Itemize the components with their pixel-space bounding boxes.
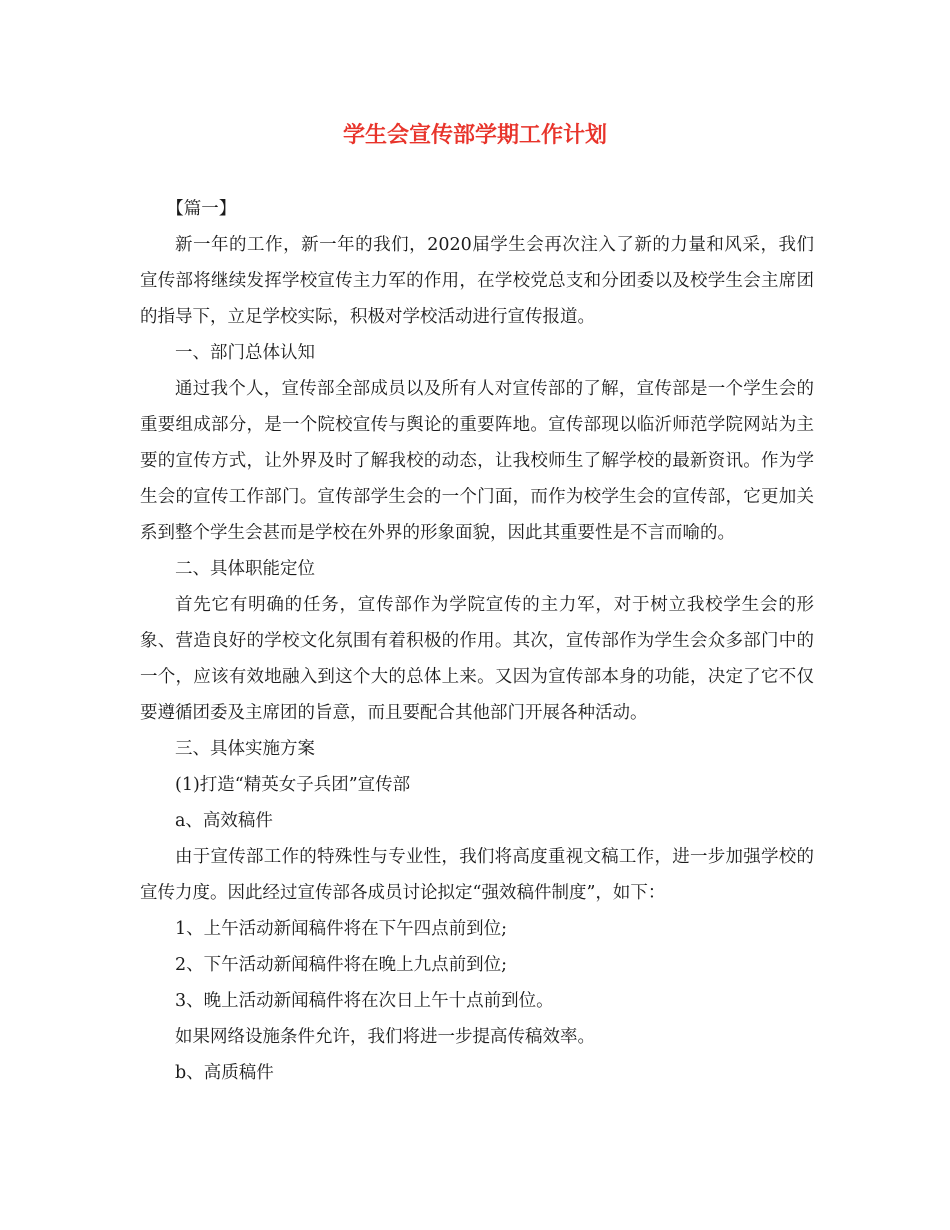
subheading-quality-drafts: b、高质稿件 — [175, 1063, 274, 1083]
list-item-morning: 1、上午活动新闻稿件将在下午四点前到位; — [175, 919, 508, 939]
paragraph-functions: 首先它有明确的任务，宣传部作为学院宣传的主力军，对于树立我校学生会的形象、营造良好的学校文化氛围有着积极的作用。其次，宣传部作为学生会众多部门中的一个，应该有效地融入到这个大的总体上来。又因为宣传部本身的功能，决定了它不仅要遵循团委及主席团的旨意，而且要配合其他部门开展各种活动。 — [140, 595, 814, 723]
heading-implementation: 三、具体实施方案 — [175, 739, 315, 759]
document-body — [140, 191, 814, 1091]
list-item-evening: 3、晚上活动新闻稿件将在次日上午十点前到位。 — [175, 991, 554, 1011]
heading-department-overview: 一、部门总体认知 — [175, 343, 315, 363]
paragraph-draft-system: 由于宣传部工作的特殊性与专业性，我们将高度重视文稿工作，进一步加强学校的宣传力度。因此经过宣传部各成员讨论拟定“强效稿件制度”，如下： — [140, 847, 814, 903]
paragraph-network: 如果网络设施条件允许，我们将进一步提高传稿效率。 — [175, 1027, 595, 1047]
paragraph-overview: 通过我个人，宣传部全部成员以及所有人对宣传部的了解，宣传部是一个学生会的重要组成部分，是一个院校宣传与舆论的重要阵地。宣传部现以临沂师范学院网站为主要的宣传方式，让外界及时了解我校的动态，让我校师生了解学校的最新资讯。作为学生会的宣传工作部门。宣传部学生会的一个门面，而作为校学生会的宣传部，它更加关系到整个学生会甚而是学校在外界的形象面貌，因此其重要性是不言而喻的。 — [140, 379, 814, 543]
subheading-efficient-drafts: a、高效稿件 — [175, 811, 273, 831]
paragraph-intro: 新一年的工作，新一年的我们，2020届学生会再次注入了新的力量和风采，我们宣传部将继续发挥学校宣传主力军的作用，在学校党总支和分团委以及校学生会主席团的指导下，立足学校实际，积极对学校活动进行宣传报道。 — [140, 235, 814, 327]
list-item-afternoon: 2、下午活动新闻稿件将在晚上九点前到位; — [175, 955, 508, 975]
heading-functions: 二、具体职能定位 — [175, 559, 315, 579]
subheading-elite-team: (1)打造“精英女子兵团”宣传部 — [175, 775, 411, 795]
section-label: 【篇一】 — [166, 199, 237, 219]
document-title: 学生会宣传部学期工作计划 — [342, 122, 607, 148]
